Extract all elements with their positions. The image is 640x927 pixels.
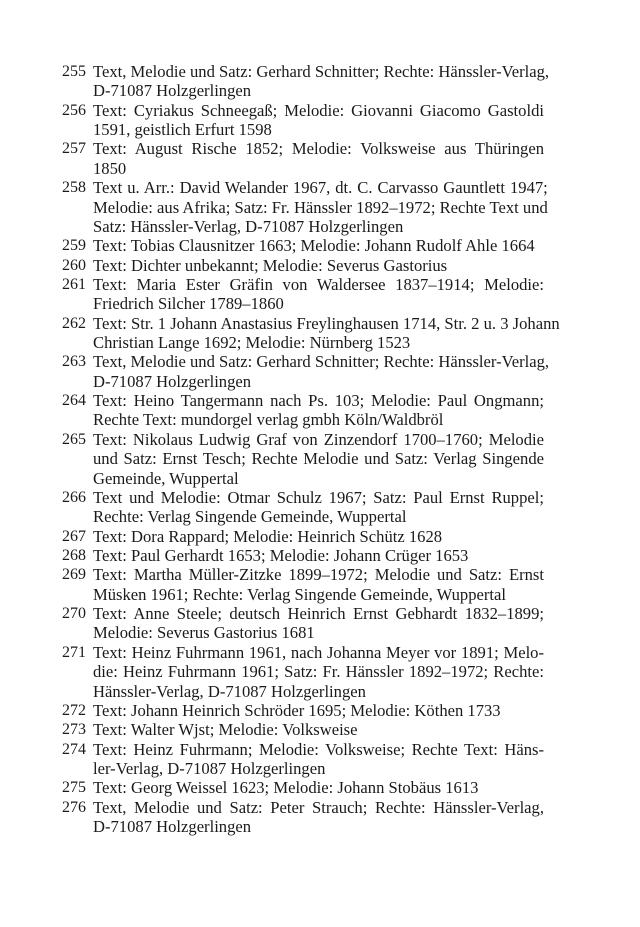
entry-line: Hänssler-Verlag, D-71087 Holzgerlingen [93,681,366,701]
entry-text [93,275,544,314]
list-item [62,236,544,255]
list-item [62,643,544,701]
entry-text [93,391,544,430]
list-item [62,430,544,488]
entry-line: Text: Tobias Clausnitzer 1663; Melodie: Johann Rudolf Ahle 1664 [93,236,535,256]
entry-line: Text: Walter Wjst; Melodie: Volksweise [93,720,358,740]
entry-line: Melodie: aus Afrika; Satz: Fr. Hänssler 1892–1972; Rechte Text und [93,197,548,217]
entry-line: 1850 [93,158,127,178]
entry-line: Text: Dora Rappard; Melodie: Heinrich Schütz 1628 [93,526,443,546]
entry-number: 269 [62,566,86,584]
entry-text [93,701,544,720]
entry-text [93,236,544,255]
entry-number: 264 [62,392,86,410]
entry-text [93,604,544,643]
entry-text [93,430,544,488]
entry-line: Text: Maria Ester Gräfin von Waldersee 1837–1914; Melodie: [93,274,544,294]
entry-line: Text, Melodie und Satz: Gerhard Schnitter; Rechte: Hänssler-Verlag, [93,62,550,81]
entry-line: Friedrich Silcher 1789–1860 [93,294,284,314]
entry-number: 275 [62,779,86,797]
list-item [62,256,544,275]
entry-line: Text: Heino Tangermann nach Ps. 103; Melodie: Paul Ongmann; [93,391,544,411]
entry-number: 261 [62,275,86,293]
list-item [62,565,544,604]
entry-line: Text: Nikolaus Ludwig Graf von Zinzendorf 1700–1760; Melodie [93,429,544,449]
entry-text [93,314,560,353]
entry-text [93,256,544,275]
entry-number: 255 [62,63,86,80]
list-item [62,313,560,353]
entry-text [93,740,544,779]
entry-line: Text: August Rische 1852; Melodie: Volksweise aus Thüringen [93,139,544,159]
list-item [62,62,550,101]
entry-number: 263 [62,353,86,371]
entry-line: Melodie: Severus Gastorius 1681 [93,623,315,643]
entry-line: Text: Anne Steele; deutsch Heinrich Ernst Gebhardt 1832–1899; [93,604,544,624]
entry-line: Text: Georg Weissel 1623; Melodie: Johann Stobäus 1613 [93,778,479,798]
entry-text [93,778,544,797]
entry-line: Text: Martha Müller-Zitzke 1899–1972; Melodie und Satz: Ernst [93,565,544,585]
entry-text [93,546,544,565]
entry-number: 259 [62,237,86,255]
list-item [62,488,544,527]
entry-line: Gemeinde, Wuppertal [93,468,239,488]
entry-number: 265 [62,430,86,448]
list-item [62,546,544,565]
entry-line: D-71087 Holzgerlingen [93,81,252,101]
credits-list [62,62,560,837]
entry-line: D-71087 Holzgerlingen [93,371,252,391]
entry-line: Text: Heinz Fuhrmann; Melodie: Volksweise; Rechte Text: Häns- [93,739,544,759]
entry-text [93,488,544,527]
entry-number: 276 [62,798,86,816]
entry-number: 273 [62,721,86,739]
entry-line: Rechte Text: mundorgel verlag gmbh Köln/Waldbröl [93,410,444,430]
entry-number: 271 [62,643,86,661]
entry-line: ler-Verlag, D-71087 Holzgerlingen [93,758,326,778]
list-item [62,798,544,837]
entry-line: Satz: Hänssler-Verlag, D-71087 Holzgerlingen [93,216,404,236]
entry-text [93,62,549,101]
entry-line: Rechte: Verlag Singende Gemeinde, Wuppertal [93,507,407,527]
entry-number: 266 [62,488,86,506]
list-item [62,604,544,643]
entry-text [93,643,544,701]
list-item [62,352,550,391]
entry-line: Text: Str. 1 Johann Anastasius Freylinghausen 1714, Str. 2 u. 3 Johann [93,313,560,333]
entry-text [93,527,544,546]
entry-line: Müsken 1961; Rechte: Verlag Singende Gemeinde, Wuppertal [93,584,507,604]
list-item [62,740,544,779]
entry-line: und Satz: Ernst Tesch; Rechte Melodie und Satz: Verlag Singende [93,449,544,469]
entry-text [93,352,549,391]
entry-line: Text: Heinz Fuhrmann 1961, nach Johanna Meyer vor 1891; Melo- [93,642,544,662]
list-item [62,275,544,314]
entry-line: die: Heinz Fuhrmann 1961; Satz: Fr. Hänssler 1892–1972; Rechte: [93,662,544,682]
entry-number: 270 [62,605,86,623]
entry-number: 267 [62,527,86,545]
entry-line: Text u. Arr.: David Welander 1967, dt. C. Carvasso Gauntlett 1947; [93,178,548,198]
entry-number: 272 [62,701,86,719]
entry-text [93,720,544,739]
entry-number: 256 [62,101,86,119]
entry-number: 268 [62,546,86,564]
entry-text [93,178,548,236]
entry-line: Text: Johann Heinrich Schröder 1695; Melodie: Köthen 1733 [93,700,501,720]
entry-line: Text: Cyriakus Schneegaß; Melodie: Giovanni Giacomo Gastoldi [93,100,544,120]
entry-text [93,139,544,178]
entry-number: 260 [62,256,86,274]
list-item [62,101,544,140]
entry-number: 262 [62,314,86,332]
entry-line: 1591, geistlich Erfurt 1598 [93,120,272,140]
list-item [62,178,548,236]
entry-line: Text, Melodie und Satz: Gerhard Schnitter; Rechte: Hänssler-Verlag, [93,352,550,372]
entry-line: Text und Melodie: Otmar Schulz 1967; Satz: Paul Ernst Ruppel; [93,487,544,507]
entry-line: Text, Melodie und Satz: Peter Strauch; Rechte: Hänssler-Verlag, [93,797,544,817]
list-item [62,527,544,546]
entry-line: Text: Paul Gerhardt 1653; Melodie: Johann Crüger 1653 [93,545,469,565]
list-item [62,778,544,797]
entry-text [93,565,544,604]
list-item [62,391,544,430]
entry-number: 274 [62,740,86,758]
entry-text [93,101,544,140]
entry-number: 258 [62,179,86,197]
entry-number: 257 [62,140,86,158]
list-item [62,139,544,178]
entry-line: Text: Dichter unbekannt; Melodie: Severus Gastorius [93,255,448,275]
entry-line: D-71087 Holzgerlingen [93,817,252,837]
entry-text [93,798,544,837]
entry-line: Christian Lange 1692; Melodie: Nürnberg 1523 [93,333,411,353]
list-item [62,720,544,739]
list-item [62,701,544,720]
